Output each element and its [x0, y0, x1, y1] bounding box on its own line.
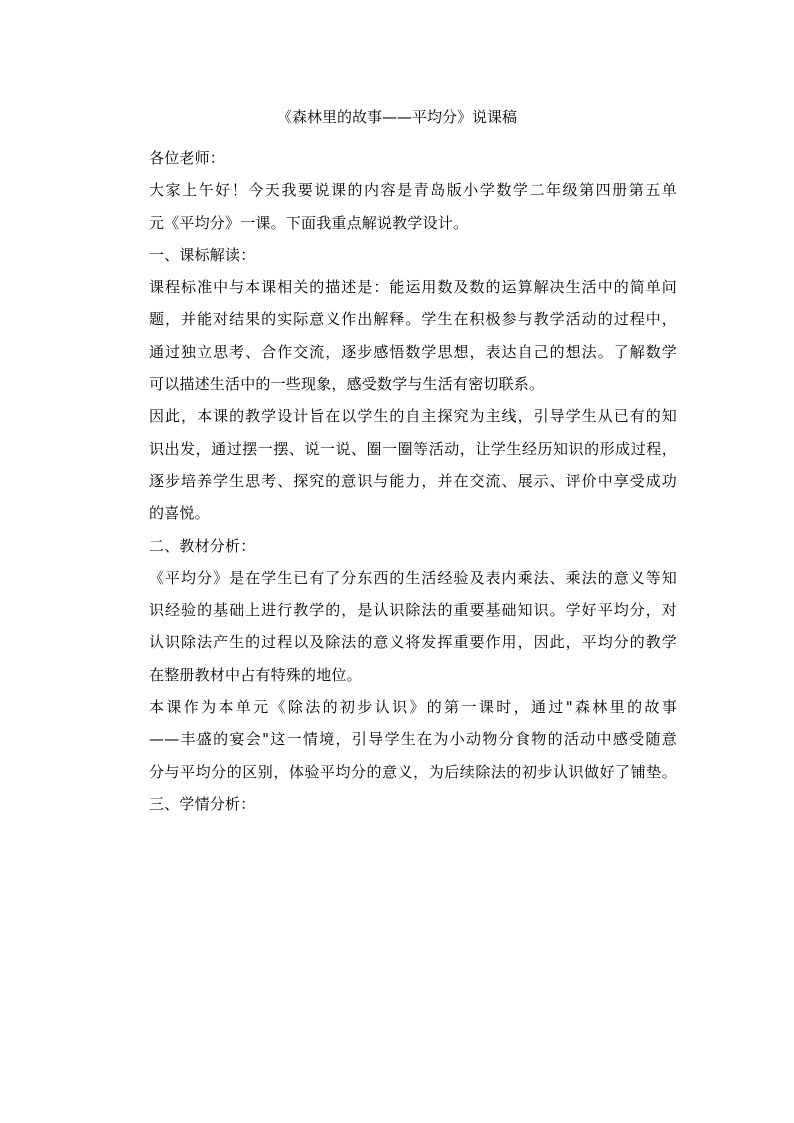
- paragraph-line: 《平均分》是在学生已有了分东西的生活经验及表内乘法、乘法的意义等知: [149, 568, 677, 587]
- document-body: [149, 142, 677, 820]
- paragraph-line: 逐步培养学生思考、探究的意识与能力，并在交流、展示、评价中享受成功: [149, 471, 677, 490]
- paragraph-line: 识出发，通过摆一摆、说一说、圈一圈等活动，让学生经历知识的形成过程，: [149, 439, 677, 458]
- paragraph-line: 在整册教材中占有特殊的地位。: [149, 665, 362, 684]
- paragraph-line: 大家上午好！今天我要说课的内容是青岛版小学数学二年级第四册第五单: [149, 181, 677, 200]
- paragraph-line: 因此，本课的教学设计旨在以学生的自主探究为主线，引导学生从已有的知: [149, 407, 677, 426]
- paragraph-line: 通过独立思考、合作交流，逐步感悟数学思想，表达自己的想法。了解数学: [149, 342, 677, 361]
- section-heading-students: 三、学情分析：: [149, 794, 256, 813]
- textbook-paragraph-1: [149, 562, 677, 691]
- paragraph-line: 题，并能对结果的实际意义作出解释。学生在积极参与教学活动的过程中，: [149, 310, 677, 329]
- section-heading-textbook: 二、教材分析：: [149, 536, 256, 555]
- standards-paragraph-2: [149, 400, 677, 529]
- paragraph-line: ——丰盛的宴会"这一情境，引导学生在为小动物分食物的活动中感受随意: [149, 730, 677, 749]
- document-title: 《森林里的故事——平均分》说课稿: [276, 108, 517, 126]
- paragraph-line: 元《平均分》一课。下面我重点解说教学设计。: [149, 213, 469, 232]
- standards-paragraph-1: [149, 271, 677, 400]
- greeting: 各位老师：: [149, 149, 226, 167]
- intro-paragraph: [149, 174, 677, 239]
- paragraph-line: 的喜悦。: [149, 504, 210, 523]
- textbook-paragraph-2: [149, 691, 677, 788]
- paragraph-line: 课程标准中与本课相关的描述是：能运用数及数的运算解决生活中的简单问: [149, 278, 677, 297]
- paragraph-line: 可以描述生活中的一些现象，感受数学与生活有密切联系。: [149, 375, 545, 394]
- paragraph-line: 认识除法产生的过程以及除法的意义将发挥重要作用，因此，平均分的教学: [149, 633, 677, 652]
- paragraph-line: 识经验的基础上进行教学的，是认识除法的重要基础知识。学好平均分，对: [149, 601, 677, 620]
- paragraph-line: 本课作为本单元《除法的初步认识》的第一课时，通过"森林里的故事: [149, 698, 677, 717]
- paragraph-line: 分与平均分的区别，体验平均分的意义，为后续除法的初步认识做好了铺垫。: [149, 762, 677, 781]
- section-heading-standards: 一、课标解读：: [149, 245, 256, 264]
